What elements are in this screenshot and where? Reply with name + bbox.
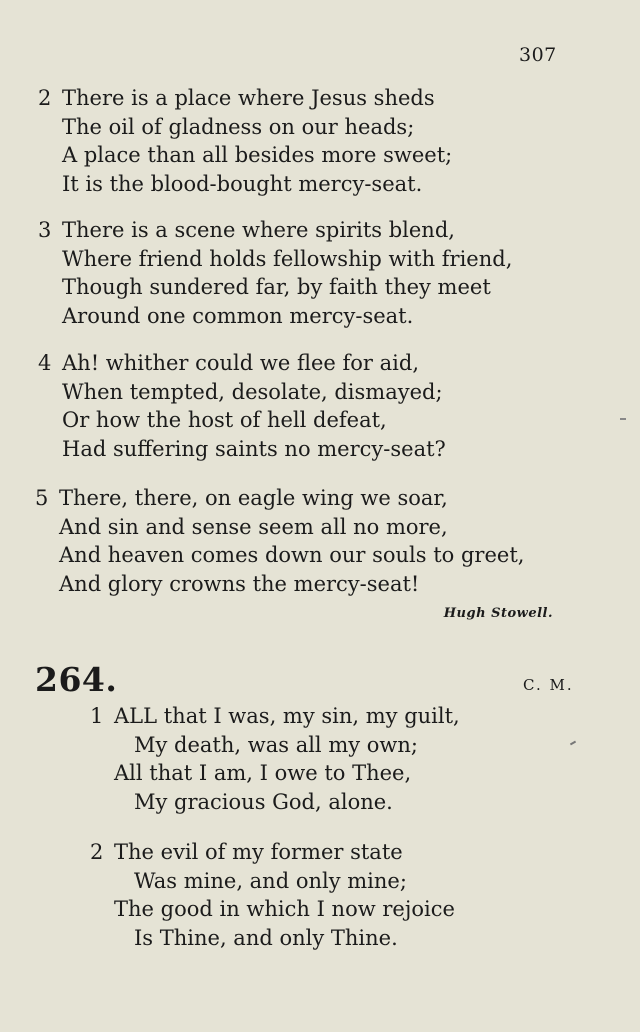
verse-line: And sin and sense seem all no more,: [59, 514, 448, 539]
hymn-number: 264.: [35, 660, 118, 699]
hymn-264-stanza-2: [90, 838, 455, 952]
stanza-line: [38, 84, 452, 113]
stanza-line: [90, 702, 460, 731]
stanza-number: 5: [35, 486, 49, 510]
stanza-4: [38, 349, 446, 463]
stanza-number: 4: [38, 351, 52, 375]
verse-line: Ah! whither could we flee for aid,: [62, 351, 419, 375]
verse-line: Around one common mercy-seat.: [62, 303, 414, 328]
verse-line: Though sundered far, by faith they meet: [62, 275, 491, 299]
verse-line: Where friend holds fellowship with friend,: [62, 246, 513, 271]
verse-line: There is a scene where spirits blend,: [62, 218, 455, 242]
verse-line: My death, was all my own;: [134, 732, 418, 757]
hymn-264-stanza-1: [90, 702, 460, 816]
page-speck: [570, 741, 576, 746]
verse-line: And heaven comes down our souls to greet,: [59, 543, 525, 567]
stanza-number: 2: [90, 840, 104, 864]
stanza-number: 3: [38, 218, 52, 242]
hymn-meter: C. M.: [523, 676, 574, 694]
verse-line: Had suffering saints no mercy-seat?: [62, 436, 446, 461]
verse-line: ALL that I was, my sin, my guilt,: [114, 704, 460, 728]
verse-line: Is Thine, and only Thine.: [134, 925, 398, 950]
author-attribution: Hugh Stowell.: [443, 606, 553, 621]
verse-line: The evil of my former state: [114, 840, 403, 864]
verse-line: A place than all besides more sweet;: [62, 143, 453, 167]
stanza-number: 1: [90, 704, 104, 728]
verse-line: The good in which I now rejoice: [114, 897, 455, 921]
stanza-2: [38, 84, 453, 198]
verse-line: It is the blood-bought mercy-seat.: [62, 171, 423, 196]
verse-line: There is a place where Jesus sheds: [62, 86, 435, 110]
verse-line: The oil of gladness on our heads;: [62, 114, 415, 139]
stanza-line: [38, 216, 512, 245]
verse-line: My gracious God, alone.: [134, 789, 393, 814]
page-speck: [620, 418, 626, 420]
stanza-number: 2: [38, 86, 52, 110]
stanza-5: [35, 484, 525, 598]
verse-line: When tempted, desolate, dismayed;: [62, 379, 443, 404]
stanza-line: [35, 484, 524, 513]
stanza-line: [90, 838, 455, 867]
stanza-line: [38, 349, 446, 378]
verse-line: There, there, on eagle wing we soar,: [59, 486, 448, 510]
verse-line: And glory crowns the mercy-seat!: [59, 571, 420, 596]
verse-line: Was mine, and only mine;: [134, 868, 407, 893]
verse-line: Or how the host of hell defeat,: [62, 408, 387, 432]
stanza-3: [38, 216, 513, 330]
page-number: 307: [519, 44, 557, 66]
verse-line: All that I am, I owe to Thee,: [114, 761, 412, 785]
